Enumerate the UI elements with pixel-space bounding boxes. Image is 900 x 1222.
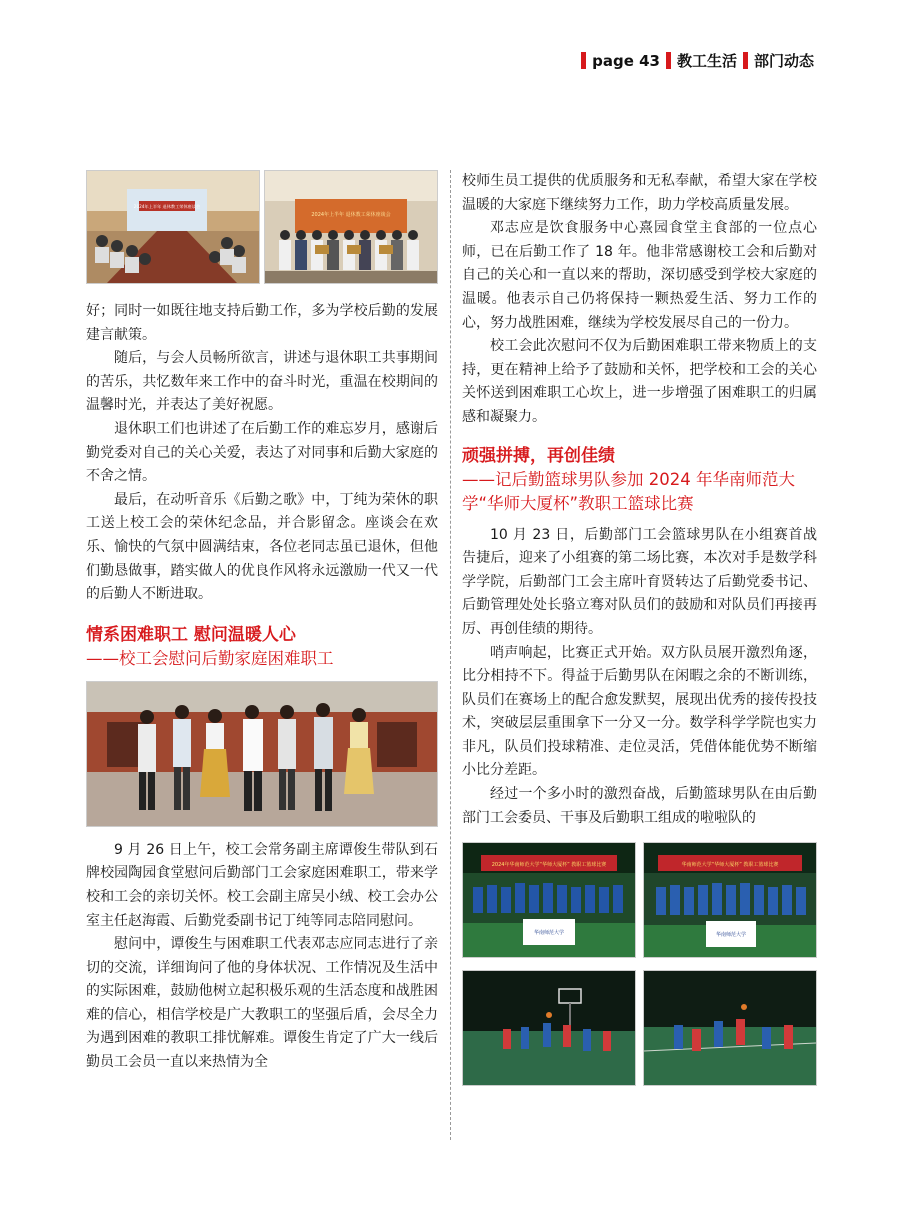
team-photo-1 (462, 842, 636, 958)
column-divider (450, 170, 451, 1140)
meeting-photo-2 (264, 170, 438, 284)
page-number: page 43 (592, 51, 660, 70)
section-name: 教工生活 (676, 52, 737, 70)
section-title: 情系困难职工 慰问温暖人心 (86, 624, 296, 645)
paragraph: 退休职工们也讲述了在后勤工作的难忘岁月，感谢后勤党委对自己的关心关爱，表达了对同事和后勤大家庭的不舍之情。 (86, 420, 438, 485)
flag-text: 华南师范大学 (715, 932, 747, 939)
paragraph: 9 月 26 日上午，校工会常务副主席谭俊生带队到石牌校园陶园食堂慰问后勤部门工会家庭困难职工，带来学校和工会的亲切关怀。校工会副主席吴小绒、校工会办公室主任赵海霞、后勤党委副书记丁纯等同志陪同慰问。 (86, 841, 438, 929)
banner-text: 2024年上半年 退休教工荣休座谈会 (133, 204, 201, 209)
paragraph: 哨声响起，比赛正式开始。双方队员展开激烈角逐，比分相持不下。得益于后勤男队在闲暇之余的不断训练，队员们在赛场上的配合愈发默契，展现出优秀的接传投技术，突破层层重围拿下一分又一分。数学科学学院也实力非凡，队员们投球精准、走位灵活，凭借体能优势不断缩小比分差距。 (462, 644, 817, 779)
header-bar (743, 52, 748, 69)
meeting-photo-1 (86, 170, 260, 284)
paragraph: 好；同时一如既往地支持后勤工作，多为学校后勤的发展建言献策。 (86, 303, 438, 343)
paragraph: 校工会此次慰问不仅为后勤困难职工带来物质上的支持，更在精神上给予了鼓励和关怀，把学校和工会的关心关怀送到困难职工心坎上，进一步增强了困难职工的归属感和凝聚力。 (462, 338, 817, 425)
paragraph: 校师生员工提供的优质服务和无私奉献，希望大家在学校温暖的大家庭下继续努力工作，助力学校高质量发展。 (462, 173, 817, 213)
game-photo-2 (643, 970, 817, 1086)
paragraph: 10 月 23 日，后勤部门工会篮球男队在小组赛首战告捷后，迎来了小组赛的第二场比赛，本次对手是数学科学学院，后勤部门工会主席叶育贤转达了后勤党委书记、后勤管理处处长骆立骞对队员们的鼓励和对队员们再接再厉、再创佳绩的期待。 (462, 526, 817, 637)
section-subtitle: ——记后勤篮球男队参加 2024 年华南师范大学“华师大厦杯”教职工篮球比赛 (462, 469, 795, 513)
banner-text: 2024年华南师范大学“华师大厦杯” 教职工篮球比赛 (491, 862, 607, 869)
banner-text: 2024年上半年 退休教工荣休座谈会 (311, 212, 391, 218)
left-column (86, 170, 438, 1075)
flag-text: 华南师范大学 (533, 930, 565, 937)
header-bar (581, 52, 586, 69)
right-column (462, 170, 817, 1086)
visit-group-photo (86, 681, 438, 827)
game-photo-1 (462, 970, 636, 1086)
paragraph: 邓志应是饮食服务中心熹园食堂主食部的一位点心师，已在后勤工作了 18 年。他非常感谢校工会和后勤对自己的关心和一直以来的帮助，深切感受到学校大家庭的温暖。他表示自己仍将保持一颗热爱生活、努力工作的心，努力战胜困难，继续为学校发展尽自己的一份力。 (462, 220, 817, 331)
paragraph: 经过一个多小时的激烈奋战，后勤篮球男队在由后勤部门工会委员、干事及后勤职工组成的啦啦队的 (462, 786, 817, 826)
section-subtitle: ——校工会慰问后勤家庭困难职工 (86, 648, 334, 668)
column-name: 部门动态 (753, 52, 814, 70)
section-title: 顽强拼搏，再创佳绩 (462, 445, 615, 466)
paragraph: 随后，与会人员畅所欲言，讲述与退休职工共事期间的苦乐，共忆数年来工作中的奋斗时光，重温在校期间的温馨时光，并表达了美好祝愿。 (86, 350, 438, 414)
paragraph: 最后，在动听音乐《后勤之歌》中，丁纯为荣休的职工送上校工会的荣休纪念品，并合影留念。座谈会在欢乐、愉快的气氛中圆满结束，各位老同志虽已退休，但他们勤恳做事，踏实做人的优良作风将永远激励一代又一代的后勤人不断进取。 (86, 491, 438, 603)
header-bar (666, 52, 671, 69)
paragraph: 慰问中，谭俊生与困难职工代表邓志应同志进行了亲切的交流，详细询问了他的身体状况、工作情况及生活中的实际困难，鼓励他树立起积极乐观的生活态度和战胜困难的信心，相信学校是广大教职工的坚强后盾，会尽全力为遇到困难的教职工排忧解难。谭俊生肯定了广大一线后勤员工会员一直以来热情为全 (86, 936, 438, 1071)
team-photo-2 (643, 842, 817, 958)
banner-text: 华南师范大学“华师大厦杯” 教职工篮球比赛 (681, 862, 779, 869)
page-header (581, 50, 814, 71)
